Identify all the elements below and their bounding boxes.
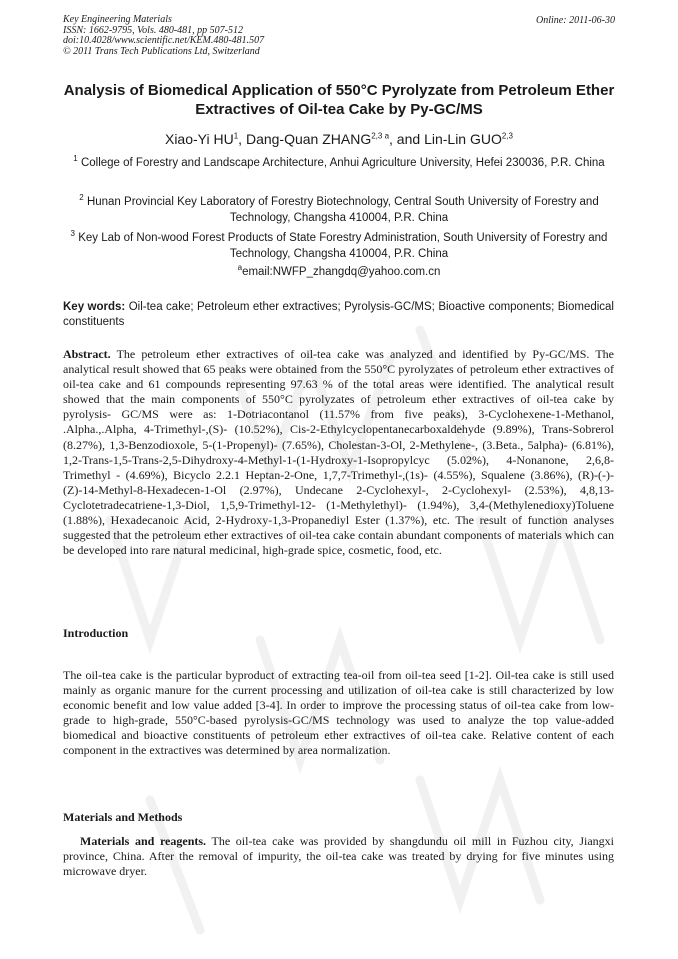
author-affiliation-mark: 2,3 [501, 131, 513, 141]
affiliation-text: Hunan Provincial Key Laboratory of Forestry Biotechnology, Central South University of Forestry and Technology, Changsha 410004, P.R. China [86, 196, 599, 224]
materials-subheading: Materials and reagents. [80, 834, 207, 848]
author-list [40, 131, 638, 147]
materials-paragraph [63, 834, 614, 879]
affiliation-1 [60, 155, 618, 171]
keywords-label: Key words: [63, 301, 126, 313]
abstract [63, 347, 614, 558]
email-mark: a [237, 263, 243, 273]
affiliation-mark: 1 [73, 154, 78, 164]
affiliation-mark: 3 [70, 229, 75, 239]
author-affiliation-mark: 2,3 a [371, 131, 390, 141]
abstract-text: The petroleum ether extractives of oil-tea cake was analyzed and identified by Py-GC/MS. The analytical result showed that 65 peaks were obtained from the 550°C pyrolyzates of petroleum ether extractives of oil-tea cake and 61 compounds representing 97.63 % of the total areas were identified. The analytical result showed that the main components of 550°C pyrolyzates of petroleum ether extractives of oil-tea cake by pyrolysis- GC/MS were as: 1-Dotriacontanol (11.57% from five peaks), 3-Cyclohexene-1-Methanol, .Alpha.,.Alpha, 4-Trimethyl-,(S)- (10.52%), Cis-2-Ethylcyclopentanecarboxaldehyde (9.89%), Trans-Sobrerol (8.27%), 1,3-Benzodioxole, 5-(1-Propenyl)- (7.65%), Cholestan-3-Ol, 2-Methylene-, (3.Beta., 5alpha)- (6.81%), 1,2-Trans-1,5-Trans-2,5-Dihydroxy-4-Methyl-1-(1-Hydroxy-1-Isopropylcyc (5.02%), 4-Nonanone, 2,6,8-Trimethyl - (4.69%), Bicyclo 2.2.1 Heptan-2-One, 1,7,7-Trimethyl-,(1s)- (4.55%), Squalene (3.86%), (R)-(-)-(Z)-14-Methyl-8-Hexadecen-1-Ol (2.97%), Undecane 2-Cyclohexyl-, 2-Cyclohexyl- (2.53%), 4,8,13-Cyclotetradecatriene-1,3-Diol, 1,5,9-Trimethyl-12- (1-Methylethyl)- (1.94%), 3,4-(Methylenedioxy)Toluene (1.88%), Hexadecanoic Acid, 2-Hydroxy-1,3-Propanediyl Ester (1.37%), etc. The result of function analyses suggested that the petroleum ether extractives of oil-tea cake contain abundant components of materials which can be developed into rare natural medicinal, high-grade spice, cosmetic, food, etc. [63, 347, 614, 558]
author-name: Lin-Lin GUO [424, 131, 502, 147]
journal-header [63, 15, 264, 57]
author-separator: , and [389, 131, 425, 147]
contact-email [40, 263, 638, 278]
journal-name: Key Engineering Materials [63, 14, 172, 25]
affiliation-2 [60, 194, 618, 226]
introduction-heading: Introduction [63, 626, 129, 640]
author-name: Dang-Quan ZHANG [245, 131, 372, 147]
paper-title: Analysis of Biomedical Application of 550°C Pyrolyzate from Petroleum Ether Extractives of Oil-tea Cake by Py-GC/MS [63, 82, 615, 118]
copyright-line: © 2011 Trans Tech Publications Ltd, Switzerland [63, 45, 260, 57]
methods-heading: Materials and Methods [63, 810, 183, 824]
materials-text: The oil-tea cake was provided by shangdundu oil mill in Fuzhou city, Jiangxi province, China. After the removal of impurity, the oil-tea cake was treated by drying for five minutes using microwave dryer. [63, 834, 614, 879]
author-name: Xiao-Yi HU [164, 131, 234, 147]
introduction-text: The oil-tea cake is the particular byproduct of extracting tea-oil from oil-tea seed [1-2]. Oil-tea cake is still used mainly as organic manure for the current processing and utilization of oil-tea cake is still characterized by low economic benefit and low value added [3-4]. In order to improve the processing status of oil-tea cake from low-grade to high-grade, 550°C-based pyrolysis-GC/MS technology was used to analyze the top value-added biomedical and bioactive constituents of petroleum ether extractives of oil-tea cake. Relative content of each component in the extractives was determined by area normalization. [63, 668, 614, 758]
affiliation-text: Key Lab of Non-wood Forest Products of State Forestry Administration, South University of Forestry and Technology, Changsha 410004, P.R. China [78, 232, 608, 260]
affiliation-mark: 2 [79, 193, 84, 203]
keywords [63, 300, 614, 330]
author-separator: , [238, 131, 246, 147]
affiliation-text: College of Forestry and Landscape Architecture, Anhui Agriculture University, Hefei 230036, P.R. China [80, 157, 605, 169]
abstract-label: Abstract. [63, 347, 111, 361]
keywords-text: Oil-tea cake; Petroleum ether extractives; Pyrolysis-GC/MS; Bioactive components; Biomedical constituents [63, 301, 614, 328]
author-affiliation-mark: 1 [233, 131, 239, 141]
affiliation-3 [60, 230, 618, 262]
doi-line: doi:10.4028/www.scientific.net/KEM.480-481.507 [63, 35, 265, 46]
email-text: email:NWFP_zhangdq@yahoo.com.cn [242, 266, 441, 278]
online-date: Online: 2011-06-30 [536, 15, 615, 26]
issn-line: ISSN: 1662-9795, Vols. 480-481, pp 507-512 [63, 24, 243, 36]
